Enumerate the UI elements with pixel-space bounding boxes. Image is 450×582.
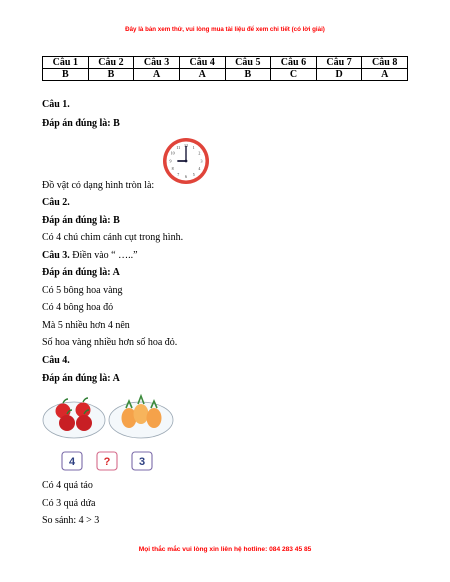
q3-line-4: Số hoa vàng nhiều hơn số hoa đỏ.	[42, 337, 178, 348]
clock-number: 6	[185, 173, 187, 179]
fruit-comparison-illustration	[40, 392, 178, 472]
q3-line-1: Có 5 bông hoa vàng	[42, 285, 123, 296]
q1-text: Đồ vật có dạng hình tròn là:	[42, 180, 155, 191]
apple	[59, 415, 75, 431]
table-cell: Câu 6	[271, 57, 317, 69]
q4-line-1: Có 4 quả táo	[42, 480, 93, 491]
table-cell: Câu 4	[179, 57, 225, 69]
table-cell: Câu 3	[134, 57, 180, 69]
q3-answer: Đáp án đúng là: A	[42, 267, 120, 278]
pineapple	[134, 404, 149, 424]
table-cell: D	[316, 69, 362, 81]
q2-title: Câu 2.	[42, 197, 70, 208]
table-cell: Câu 8	[362, 57, 408, 69]
table-cell: B	[225, 69, 271, 81]
table-cell: C	[271, 69, 317, 81]
clock-number: 8	[171, 166, 174, 172]
clock-number: 9	[169, 158, 172, 164]
q3-title: Câu 3.	[42, 250, 70, 261]
pineapples	[122, 396, 162, 428]
table-cell: A	[179, 69, 225, 81]
hotline-notice: Mọi thắc mắc vui lòng xin liên hệ hotline: 084 283 45 85	[138, 546, 312, 553]
table-cell: B	[43, 69, 89, 81]
table-cell: B	[88, 69, 134, 81]
table-cell: Câu 2	[88, 57, 134, 69]
q2-answer: Đáp án đúng là: B	[42, 215, 120, 226]
table-cell: Câu 1	[43, 57, 89, 69]
table-cell: A	[134, 69, 180, 81]
clock-number: 3	[200, 158, 203, 164]
clock-number: 5	[192, 171, 195, 177]
clock-number: 7	[177, 171, 180, 177]
clock-number: 11	[176, 144, 181, 150]
clock-center	[185, 160, 188, 163]
table-cell: Câu 5	[225, 57, 271, 69]
box-middle-label: ?	[103, 456, 111, 468]
box-right-label: 3	[138, 456, 146, 468]
q4-line-3: So sánh: 4 > 3	[42, 515, 100, 526]
q3-line-2: Có 4 bông hoa đỏ	[42, 302, 114, 313]
pineapple	[147, 408, 162, 428]
q1-title: Câu 1.	[42, 99, 70, 110]
clock-number: 12	[184, 142, 188, 148]
answer-table-answer-row	[43, 69, 408, 81]
clock-number: 2	[198, 150, 201, 156]
table-cell: A	[362, 69, 408, 81]
clock-illustration	[161, 136, 211, 186]
q1-answer: Đáp án đúng là: B	[42, 118, 120, 129]
q4-line-2: Có 3 quả dứa	[42, 498, 96, 509]
apple	[76, 415, 92, 431]
box-left-label: 4	[68, 456, 76, 468]
q2-text: Có 4 chú chim cánh cụt trong hình.	[42, 232, 184, 243]
clock-number: 10	[170, 150, 175, 156]
clock-number: 1	[192, 144, 195, 150]
answer-table-header-row	[43, 57, 408, 69]
q4-title: Câu 4.	[42, 355, 70, 366]
clock-number: 4	[198, 166, 201, 172]
q4-answer: Đáp án đúng là: A	[42, 373, 120, 384]
answer-table	[42, 56, 408, 81]
q3-prompt: Điền vào “ …..”	[69, 250, 138, 261]
q3-heading	[42, 250, 138, 262]
q3-line-3: Mà 5 nhiều hơn 4 nên	[42, 320, 130, 331]
table-cell: Câu 7	[316, 57, 362, 69]
preview-notice: Đây là bản xem thử, vui lòng mua tài liệu để xem chi tiết (có lời giải)	[125, 26, 325, 33]
